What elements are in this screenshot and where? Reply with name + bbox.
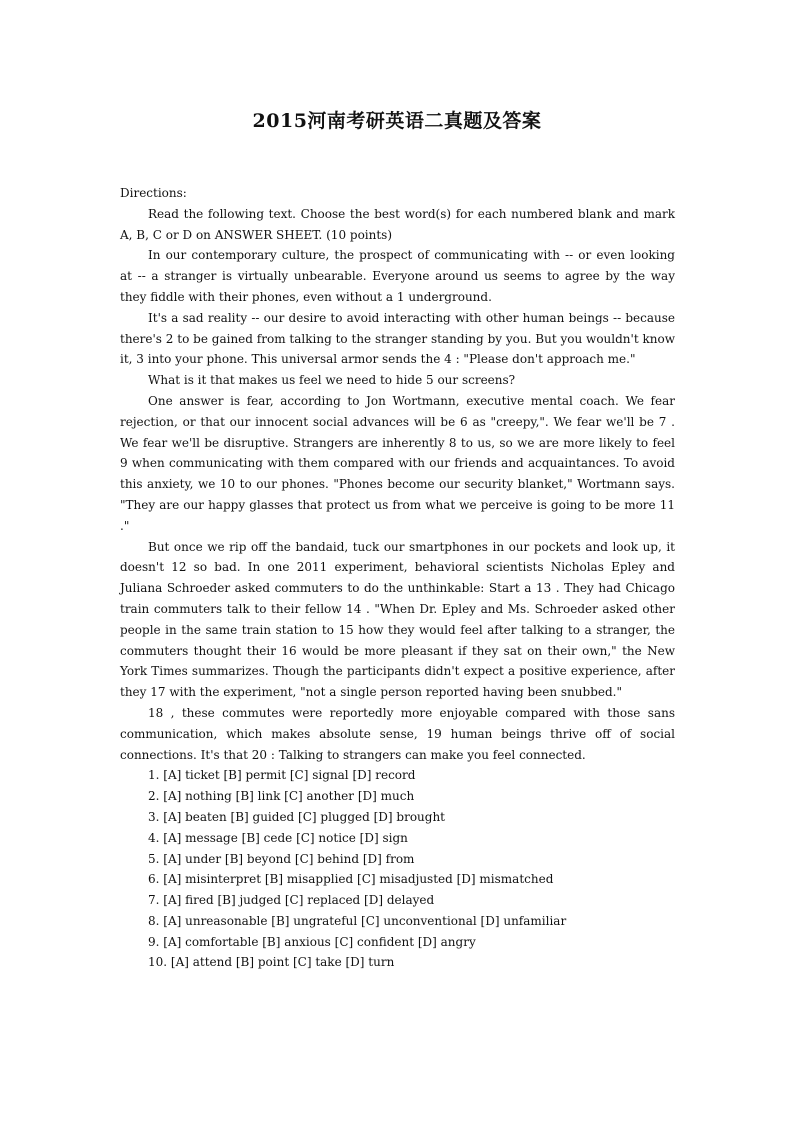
paragraph: In our contemporary culture, the prospect of communicating with -- or even looking at -- a stranger is virtually unbearable. Everyone around us seems to agree by the way they fiddle with their phones, even without a 1 underground. bbox=[120, 248, 675, 304]
answer-option: 1. [A] ticket [B] permit [C] signal [D] record bbox=[148, 768, 416, 783]
answer-option: 8. [A] unreasonable [B] ungrateful [C] unconventional [D] unfamiliar bbox=[148, 913, 567, 928]
answer-option: 3. [A] beaten [B] guided [C] plugged [D] brought bbox=[148, 809, 446, 824]
paragraph: It's a sad reality -- our desire to avoid interacting with other human beings -- because there's 2 to be gained from talking to the stranger standing by you. But you wouldn't know it, 3 into your phone. This universal armor sends the 4 : "Please don't approach me." bbox=[120, 310, 675, 367]
paragraph: 18 , these commutes were reportedly more enjoyable compared with those sans communication, which makes absolute sense, 19 human beings thrive off of social connections. It's that 20 : Talking to strangers can make you feel connected. bbox=[120, 705, 675, 762]
answer-option: 2. [A] nothing [B] link [C] another [D] much bbox=[148, 789, 415, 804]
paragraph-instructions: Read the following text. Choose the best word(s) for each numbered blank and mark A, B, C or D on ANSWER SHEET. (10 points) bbox=[120, 206, 675, 242]
directions-label: Directions: bbox=[120, 186, 187, 200]
paragraph: One answer is fear, according to Jon Wortmann, executive mental coach. We fear rejection, or that our innocent social advances will be 6 as "creepy,". We fear we'll be 7 . We fear we'll be disruptive. Strangers are inherently 8 to us, so we are more likely to feel 9 when communicating with them compared with our friends and acquaintances. To avoid this anxiety, we 10 to our phones. "Phones become our security blanket," Wortmann says. "They are our happy glasses that protect us from what we perceive is going to be more 11 ." bbox=[120, 393, 675, 533]
answer-options-list bbox=[120, 765, 675, 973]
answer-option: 5. [A] under [B] beyond [C] behind [D] from bbox=[148, 851, 415, 866]
paragraph: But once we rip off the bandaid, tuck our smartphones in our pockets and look up, it doesn't 12 so bad. In one 2011 experiment, behavioral scientists Nicholas Epley and Juliana Schroeder asked commuters to do the unthinkable: Start a 13 . They had Chicago train commuters talk to their fellow 14 . "When Dr. Epley and Ms. Schroeder asked other people in the same train station to 15 how they would feel after talking to a stranger, the commuters thought their 16 would be more pleasant if they sat on their own," the New York Times summarizes. Though the participants didn't expect a positive experience, after they 17 with the experiment, "not a single person reported having been snubbed." bbox=[120, 539, 675, 700]
document-body bbox=[120, 183, 675, 973]
answer-option: 10. [A] attend [B] point [C] take [D] turn bbox=[148, 955, 395, 970]
answer-option: 7. [A] fired [B] judged [C] replaced [D] delayed bbox=[148, 893, 435, 908]
answer-option: 9. [A] comfortable [B] anxious [C] confident [D] angry bbox=[148, 934, 476, 949]
page-title: 2015河南考研英语二真题及答案 bbox=[252, 110, 542, 132]
answer-option: 4. [A] message [B] cede [C] notice [D] sign bbox=[148, 830, 408, 845]
paragraph: What is it that makes us feel we need to hide 5 our screens? bbox=[148, 373, 516, 388]
answer-option: 6. [A] misinterpret [B] misapplied [C] misadjusted [D] mismatched bbox=[148, 872, 554, 887]
